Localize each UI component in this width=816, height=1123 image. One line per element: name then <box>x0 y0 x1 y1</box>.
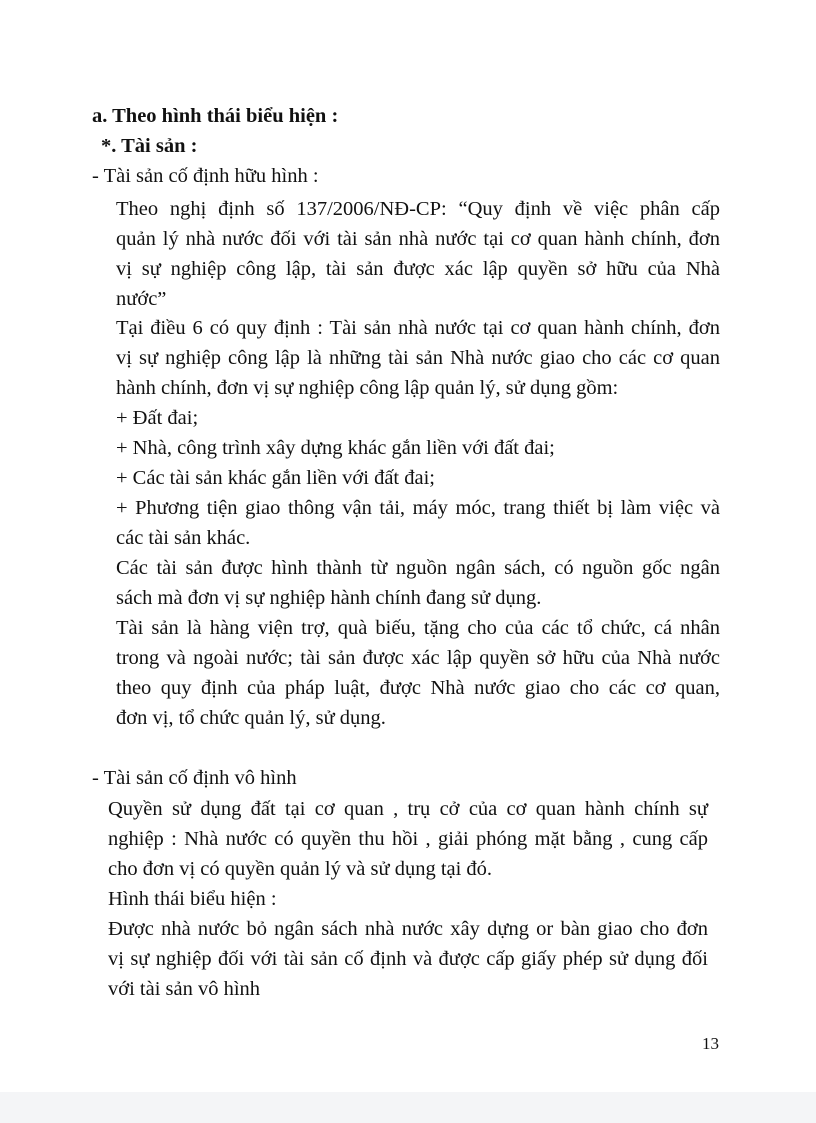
paragraph-line: Các tài sản được hình thành từ nguồn ngân sách, có nguồn gốc ngân <box>116 557 720 579</box>
paragraph-line: Quyền sử dụng đất tại cơ quan , trụ cở của cơ quan hành chính sự <box>108 798 708 820</box>
paragraph-line: với tài sản vô hình <box>108 978 261 1000</box>
section-heading: a. Theo hình thái biểu hiện : <box>92 105 339 127</box>
page-bottom-band <box>0 1092 816 1123</box>
paragraph-line: theo quy định của pháp luật, được Nhà nước giao cho các cơ quan, <box>116 677 720 699</box>
list-item: các tài sản khác. <box>116 527 251 549</box>
subsection-heading: *. Tài sản : <box>101 135 198 157</box>
list-item: + Nhà, công trình xây dựng khác gắn liền với đất đai; <box>116 437 555 459</box>
form-label: Hình thái biểu hiện : <box>108 888 277 910</box>
page-number: 13 <box>702 1034 719 1053</box>
paragraph-line: vị sự nghiệp đối với tài sản cố định và được cấp giấy phép sử dụng đối <box>108 948 708 970</box>
paragraph-line: nước” <box>116 288 167 310</box>
paragraph-line: đơn vị, tổ chức quản lý, sử dụng. <box>116 707 386 729</box>
paragraph-line: vị sự nghiệp công lập là những tài sản Nhà nước giao cho các cơ quan <box>116 347 720 369</box>
paragraph-line: sách mà đơn vị sự nghiệp hành chính đang sử dụng. <box>116 587 542 609</box>
paragraph-line: trong và ngoài nước; tài sản được xác lập quyền sở hữu của Nhà nước <box>116 647 720 669</box>
paragraph-line: Theo nghị định số 137/2006/NĐ-CP: “Quy định về việc phân cấp <box>116 198 720 220</box>
paragraph-line: nghiệp : Nhà nước có quyền thu hồi , giải phóng mặt bằng , cung cấp <box>108 828 708 850</box>
paragraph-line: quản lý nhà nước đối với tài sản nhà nước tại cơ quan hành chính, đơn <box>116 228 720 250</box>
list-item: + Phương tiện giao thông vận tải, máy móc, trang thiết bị làm việc và <box>116 497 720 519</box>
list-item: + Đất đai; <box>116 407 199 429</box>
intangible-assets-title: - Tài sản cố định vô hình <box>92 767 297 789</box>
tangible-assets-title: - Tài sản cố định hữu hình : <box>92 165 319 187</box>
paragraph-line: Được nhà nước bỏ ngân sách nhà nước xây dựng or bàn giao cho đơn <box>108 918 708 940</box>
paragraph-line: Tài sản là hàng viện trợ, quà biếu, tặng cho của các tổ chức, cá nhân <box>116 617 720 639</box>
paragraph-line: hành chính, đơn vị sự nghiệp công lập quản lý, sử dụng gồm: <box>116 377 619 399</box>
paragraph-line: cho đơn vị có quyền quản lý và sử dụng tại đó. <box>108 858 493 880</box>
list-item: + Các tài sản khác gắn liền với đất đai; <box>116 467 435 489</box>
paragraph-line: vị sự nghiệp công lập, tài sản được xác lập quyền sở hữu của Nhà <box>116 258 720 280</box>
paragraph-line: Tại điều 6 có quy định : Tài sản nhà nước tại cơ quan hành chính, đơn <box>116 317 720 339</box>
